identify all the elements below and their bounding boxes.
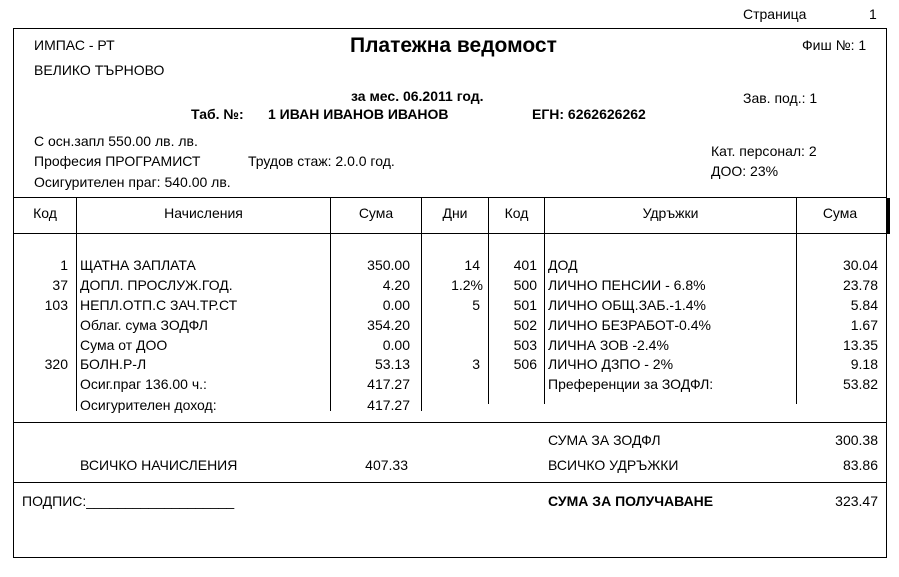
col-sep-3 <box>421 197 422 411</box>
deduction-code: 401 <box>513 257 537 273</box>
department: Зав. под.: 1 <box>743 90 818 106</box>
deduction-code: 503 <box>513 337 537 353</box>
table-top-line <box>13 197 887 198</box>
payout-label: СУМА ЗА ПОЛУЧАВАНЕ <box>548 493 714 509</box>
accrual-sum: 0.00 <box>382 297 410 313</box>
deduction-code: 501 <box>513 297 537 313</box>
totals-bottom-line <box>13 482 887 483</box>
deduction-sum: 1.67 <box>850 317 878 333</box>
slip-number: Фиш №: 1 <box>802 37 867 53</box>
deduction-name: Преференции за ЗОДФЛ: <box>548 376 714 392</box>
accrual-sum: 4.20 <box>382 277 410 293</box>
col-header-code: Код <box>33 205 57 221</box>
total-accruals-label: ВСИЧКО НАЧИСЛЕНИЯ <box>80 457 238 473</box>
employee-name: 1 ИВАН ИВАНОВ ИВАНОВ <box>268 106 449 122</box>
accrual-code: 103 <box>44 297 68 313</box>
accrual-sum: 53.13 <box>374 356 410 372</box>
deduction-sum: 13.35 <box>842 337 878 353</box>
col-header-sum: Сума <box>358 205 394 221</box>
accrual-name: НЕПЛ.ОТП.С ЗАЧ.ТР.СТ <box>80 297 238 313</box>
document-title: Платежна ведомост <box>350 34 557 57</box>
page-number: 1 <box>869 6 877 22</box>
deduction-code: 506 <box>513 356 537 372</box>
deduction-name: ЛИЧНО ОБЩ.ЗАБ.-1.4% <box>548 297 707 313</box>
personnel-category: Кат. персонал: 2 <box>711 143 817 159</box>
deduction-sum: 5.84 <box>850 297 878 313</box>
slip-frame <box>13 28 887 558</box>
accrual-name: Осиг.праг 136.00 ч.: <box>80 376 207 392</box>
accrual-sum: 417.27 <box>367 376 410 392</box>
accrual-name: ДОПЛ. ПРОСЛУЖ.ГОД. <box>80 277 233 293</box>
doo-rate: ДОО: 23% <box>711 163 779 179</box>
total-deductions-label: ВСИЧКО УДРЪЖКИ <box>548 457 679 473</box>
col-header-sum2: Сума <box>822 205 858 221</box>
accrual-days: 1.2% <box>451 277 483 293</box>
accrual-sum: 350.00 <box>367 257 410 273</box>
insurance-threshold: Осигурителен праг: 540.00 лв. <box>34 174 231 190</box>
accrual-sum: 354.20 <box>367 317 410 333</box>
col-sep-2 <box>330 197 331 411</box>
accrual-name: БОЛН.Р-Л <box>80 356 147 372</box>
col-sep-6 <box>796 197 797 404</box>
accrual-name: ЩАТНА ЗАПЛАТА <box>80 257 196 273</box>
deduction-name: ДОД <box>548 257 578 273</box>
col-sep-4 <box>488 197 489 404</box>
accrual-code: 1 <box>60 257 68 273</box>
accrual-days: 3 <box>472 356 480 372</box>
col-header-accruals: Начисления <box>164 205 243 221</box>
deduction-sum: 53.82 <box>842 376 878 392</box>
profession: Професия ПРОГРАМИСТ <box>34 153 201 169</box>
table-header-bottom-line <box>13 233 887 234</box>
deduction-code: 500 <box>513 277 537 293</box>
company-city: ВЕЛИКО ТЪРНОВО <box>34 62 165 78</box>
zodfl-label: СУМА ЗА ЗОДФЛ <box>548 432 661 448</box>
period: за мес. 06.2011 год. <box>351 88 484 104</box>
payout-value: 323.47 <box>835 493 878 509</box>
total-deductions-value: 83.86 <box>842 457 878 473</box>
deduction-sum: 9.18 <box>850 356 878 372</box>
accrual-name: Сума от ДОО <box>80 337 168 353</box>
deduction-name: ЛИЧНА ЗОВ -2.4% <box>548 337 669 353</box>
tab-label: Таб. №: <box>191 106 244 122</box>
accrual-sum: 417.27 <box>367 397 410 413</box>
page-label: Страница <box>743 6 807 22</box>
deduction-name: ЛИЧНО ПЕНСИИ - 6.8% <box>548 277 706 293</box>
deduction-name: ЛИЧНО БЕЗРАБОТ-0.4% <box>548 317 711 333</box>
col-header-days: Дни <box>442 205 468 221</box>
col-header-deductions: Удръжки <box>642 205 699 221</box>
accrual-name: Осигурителен доход: <box>80 397 217 413</box>
col-sep-5 <box>544 197 545 404</box>
accrual-sum: 0.00 <box>382 337 410 353</box>
totals-top-line <box>13 422 887 423</box>
base-salary: С осн.запл 550.00 лв. лв. <box>34 133 198 149</box>
zodfl-value: 300.38 <box>835 432 878 448</box>
deduction-sum: 23.78 <box>842 277 878 293</box>
employee-egn: ЕГН: 6262626262 <box>532 106 646 122</box>
col-header-code2: Код <box>504 205 529 221</box>
accrual-days: 14 <box>464 257 480 273</box>
deduction-sum: 30.04 <box>842 257 878 273</box>
accrual-name: Облаг. сума ЗОДФЛ <box>80 317 208 333</box>
header-shadow <box>887 198 890 234</box>
company-name: ИМПАС - РТ <box>34 37 115 53</box>
col-sep-1 <box>76 197 77 411</box>
total-accruals-value: 407.33 <box>365 457 408 473</box>
accrual-days: 5 <box>472 297 480 313</box>
deduction-name: ЛИЧНО ДЗПО - 2% <box>548 356 674 372</box>
accrual-code: 37 <box>52 277 68 293</box>
accrual-code: 320 <box>44 356 68 372</box>
experience: Трудов стаж: 2.0.0 год. <box>248 153 395 169</box>
signature-line: ПОДПИС:___________________ <box>22 493 235 509</box>
deduction-code: 502 <box>513 317 537 333</box>
